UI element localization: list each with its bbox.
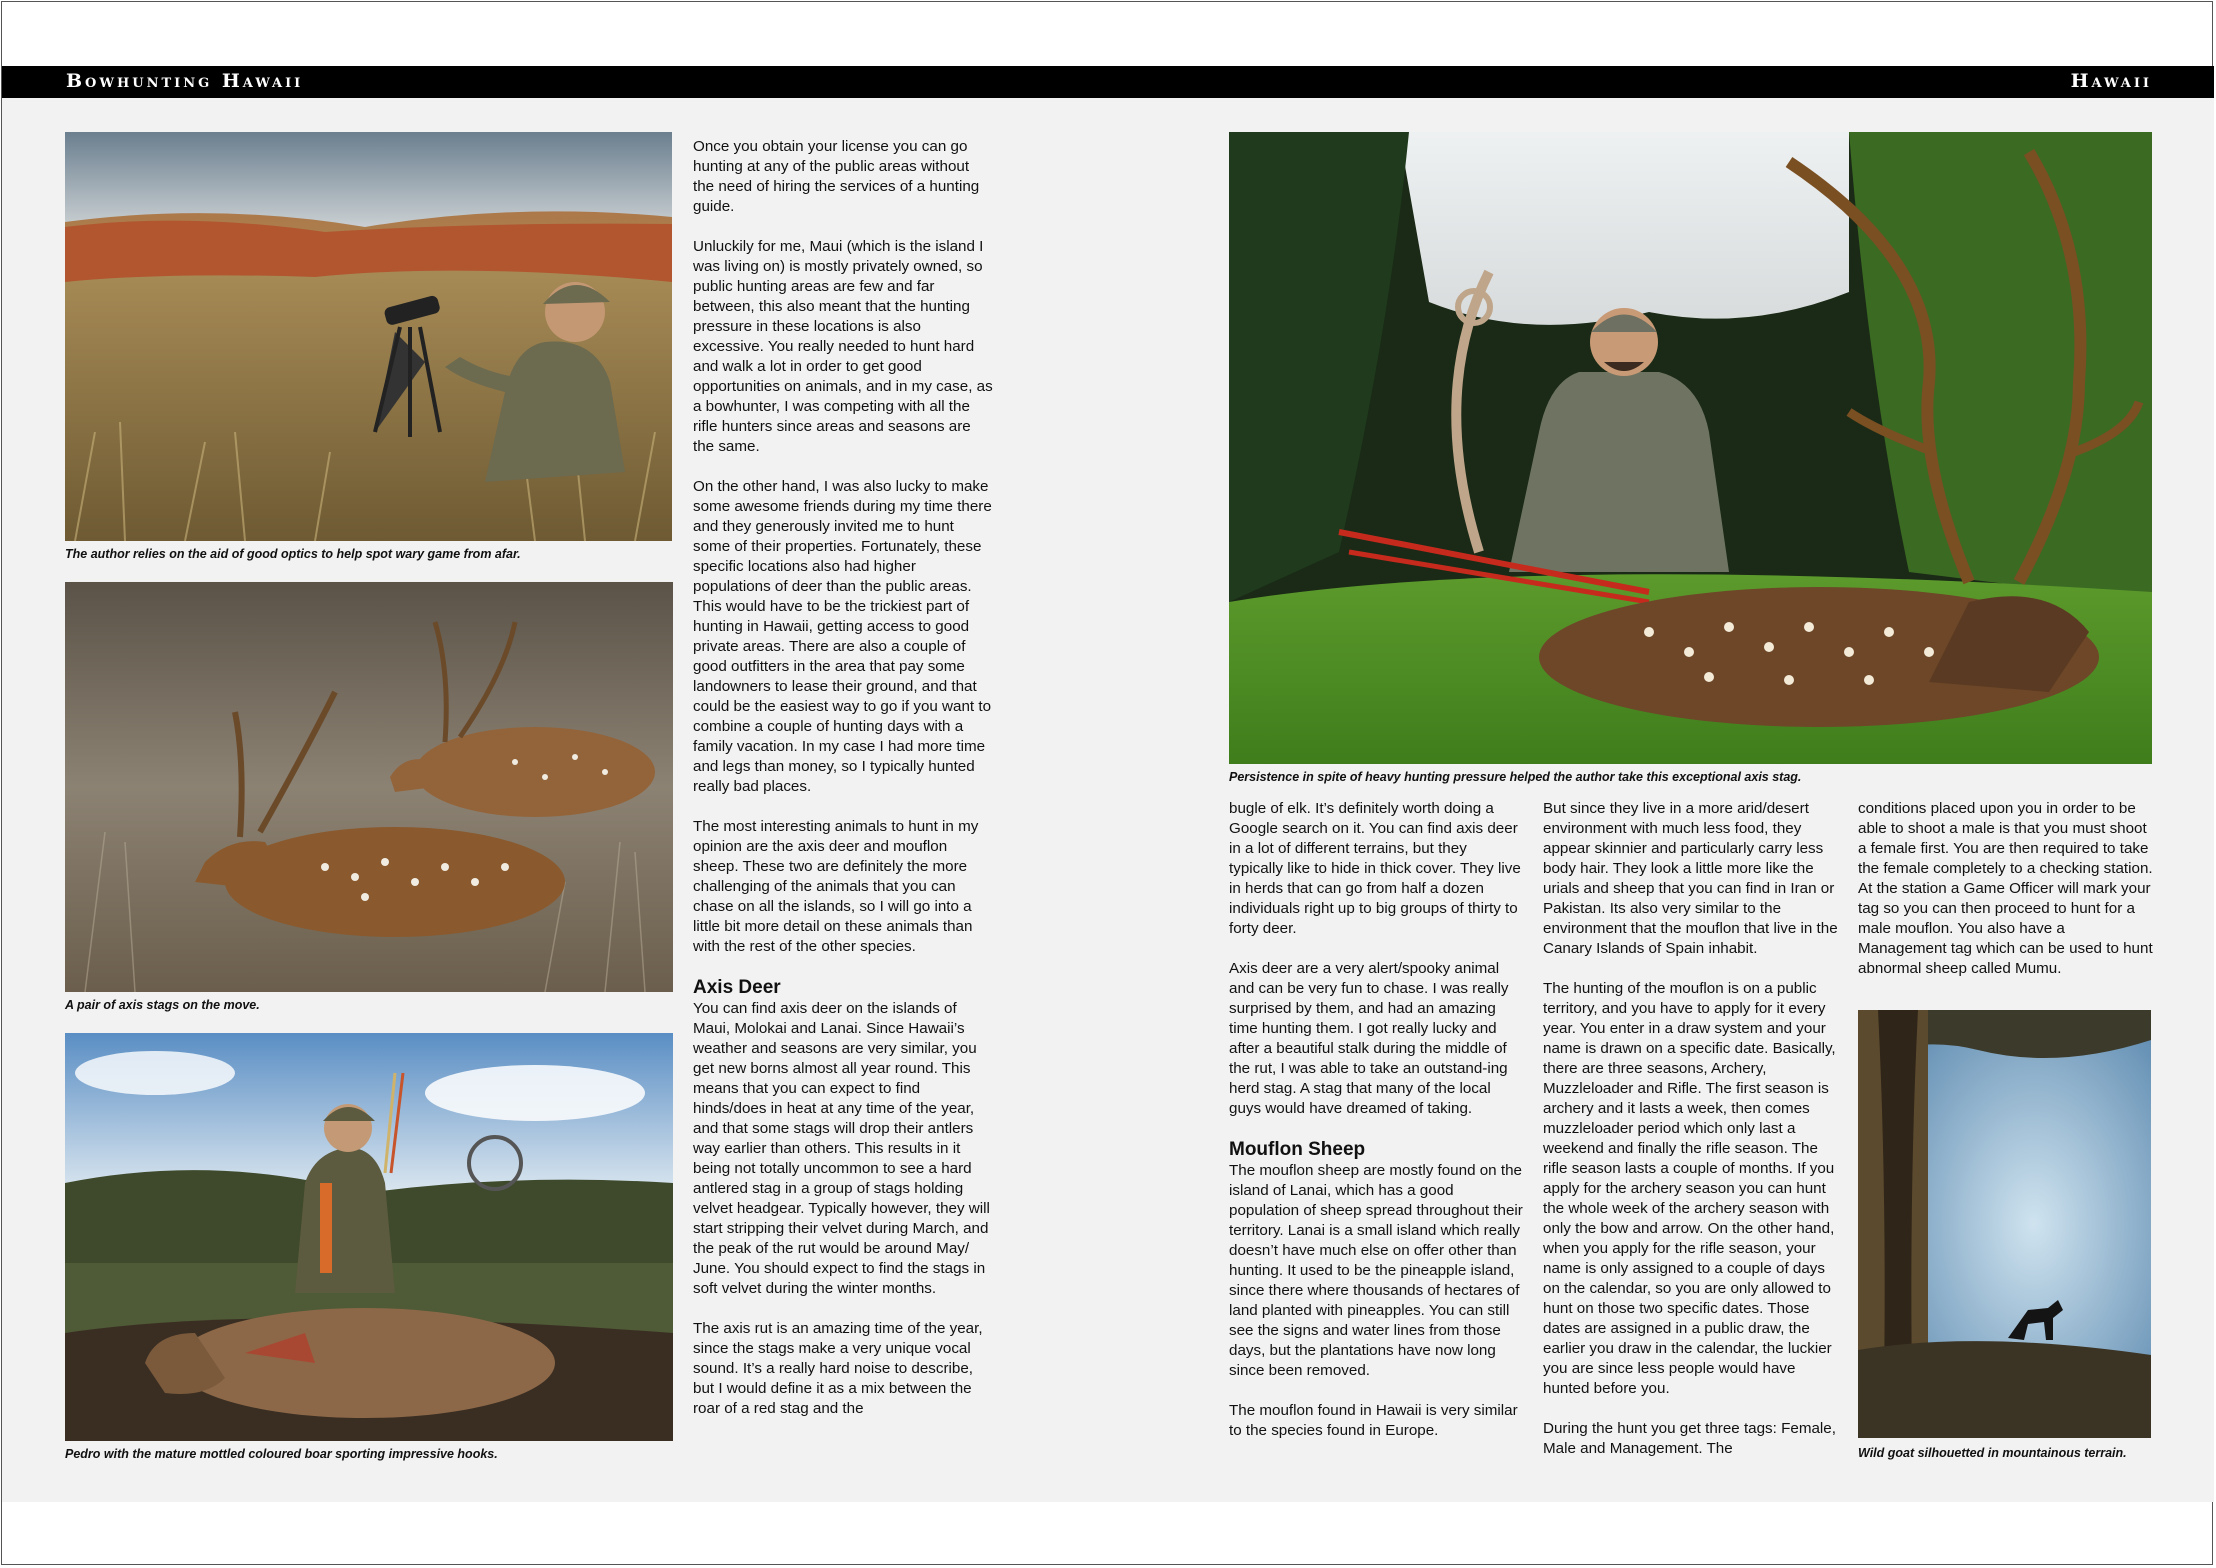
caption-stags: A pair of axis stags on the move. (65, 998, 260, 1012)
caption-optics: The author relies on the aid of good optics to help spot wary game from afar. (65, 547, 521, 561)
paragraph: On the other hand, I was also lucky to make some awesome friends during my time there and they generously invited me to hunt some of their properties. Fortunately, these specific locations also had higher populations of deer than the public areas. This would have to be the trickiest part of hunting in Hawaii, getting access to good private areas. There are also a couple of good outfitters in the area that pay some landowners to lease their ground, and that could be the easiest way to go if you want to combine a couple of hunting days with a family vacation. In my case I had more time and legs than money, so I typically hunted really bad places. (693, 478, 992, 795)
caption-boar: Pedro with the mature mottled coloured boar sporting impressive hooks. (65, 1447, 498, 1461)
paragraph: Axis deer are a very alert/spooky animal and can be very fun to chase. I was really surprised by them, and had an amazing time hunting them. I got really lucky and after a beautiful stalk during the middle of the rut, I was able to take an outstand-ing herd stag. A stag that many of the local guys would have dreamed of taking. (1229, 960, 1509, 1117)
photo-optics-hunter (65, 132, 672, 541)
heading-axis-deer: Axis Deer (693, 977, 781, 998)
photo-axis-stag-trophy (1229, 132, 2152, 764)
paragraph: The mouflon sheep are mostly found on the island of Lanai, which has a good population of sheep spread throughout their territory. Lanai is a small island which really doesn’t have much else on offer other than hunting. It used to be the pineapple island, since there where thousands of hectares of land planted with pineapples. You can still see the signs and water lines from those days, but the plantations have now long since been removed. (1229, 1162, 1523, 1379)
article-column-4 (1858, 799, 2154, 999)
caption-axis-stag: Persistence in spite of heavy hunting pressure helped the author take this exceptional axis stag. (1229, 770, 1802, 784)
paragraph: You can find axis deer on the islands of Maui, Molokai and Lanai. Since Hawaii’s weather and seasons are very similar, you get new borns almost all year round. This means that you can expect to find hinds/does in heat at any time of the year, and that some stags will drop their antlers way earlier than others. This results in it being not totally uncommon to see a hard antlered stag in a group of stags holding velvet headgear. Typically however, they will start stripping their velvet during March, and the peak of the rut would be around May/ June. You should expect to find the stags in soft velvet during the winter months. (693, 1000, 990, 1297)
photo-boar (65, 1033, 673, 1441)
photo-goat-silhouette (1858, 1010, 2151, 1438)
article-column-1 (693, 137, 993, 1439)
heading-mouflon-sheep: Mouflon Sheep (1229, 1139, 1366, 1160)
paragraph: The most interesting animals to hunt in my opinion are the axis deer and mouflon sheep. These two are definitely the more challenging of the animals that you can chase on all the islands, so I will go into a little bit more detail on these animals than with the rest of the other species. (693, 818, 979, 955)
paragraph: During the hunt you get three tags: Female, Male and Management. The (1543, 1420, 1836, 1457)
paragraph: Once you obtain your license you can go hunting at any of the public areas without the need of hiring the services of a hunting guide. (693, 138, 980, 215)
paragraph: bugle of elk. It’s definitely worth doing a Google search on it. You can find axis deer in a lot of different terrains, but they typically like to hide in thick cover. They live in herds that can go from half a dozen individuals right up to big groups of thirty to forty deer. (1229, 800, 1521, 937)
paragraph: But since they live in a more arid/desert environment with much less food, they appear skinnier and particularly carry less body hair. They look a little more like the urials and sheep that you can find in Iran or Pakistan. Its also very similar to the environment that the mouflon that live in the Canary Islands of Spain inhabit. (1543, 800, 1838, 957)
article-column-2 (1229, 799, 1525, 1461)
header-right-title: Hawaii (2070, 70, 2152, 92)
paragraph: Unluckily for me, Maui (which is the island I was living on) is mostly privately owned, so public hunting areas are few and far between, this also meant that the hunting pressure in these locations is also excessive. You really needed to hunt hard and walk a lot in order to get good opportunities on animals, and in my case, as a bowhunter, I was competing with all the rifle hunters since areas and seasons are the same. (693, 238, 993, 455)
article-column-3 (1543, 799, 1839, 1479)
paragraph: The hunting of the mouflon is on a public territory, and you have to apply for it every year. You enter in a draw system and your name is drawn on a specific date. Basically, there are three seasons, Archery, Muzzleloader and Rifle. The first season is archery and it lasts a week, then comes muzzleloader period which only last a weekend and finally the rifle season. The rifle season lasts a couple of months. If you apply for the archery season you can hunt the whole week of the archery season with only the bow and arrow. On the other hand, when you apply for the rifle season, your name is only assigned to a couple of days on the calendar, so you are only allowed to hunt on those two specific dates. Those dates are assigned in a public draw, the earlier you draw in the calendar, the luckier you are since less people would have hunted before you. (1543, 980, 1836, 1397)
paragraph: conditions placed upon you in order to be able to shoot a male is that you must shoot a female first. You are then required to take the female completely to a checking station. At the station a Game Officer will mark your tag so you can then proceed to hunt for a male mouflon. You also have a Management tag which can be used to hunt abnormal sheep called Mumu. (1858, 800, 2153, 977)
photo-axis-stags (65, 582, 673, 992)
header-left-title: Bowhunting Hawaii (66, 70, 304, 92)
paragraph: The axis rut is an amazing time of the year, since the stags make a very unique vocal sound. It’s a really hard noise to describe, but I would define it as a mix between the roar of a red stag and the (693, 1320, 983, 1417)
caption-goat: Wild goat silhouetted in mountainous terrain. (1858, 1446, 2127, 1460)
running-header (2, 66, 2214, 98)
paragraph: The mouflon found in Hawaii is very similar to the species found in Europe. (1229, 1402, 1518, 1439)
